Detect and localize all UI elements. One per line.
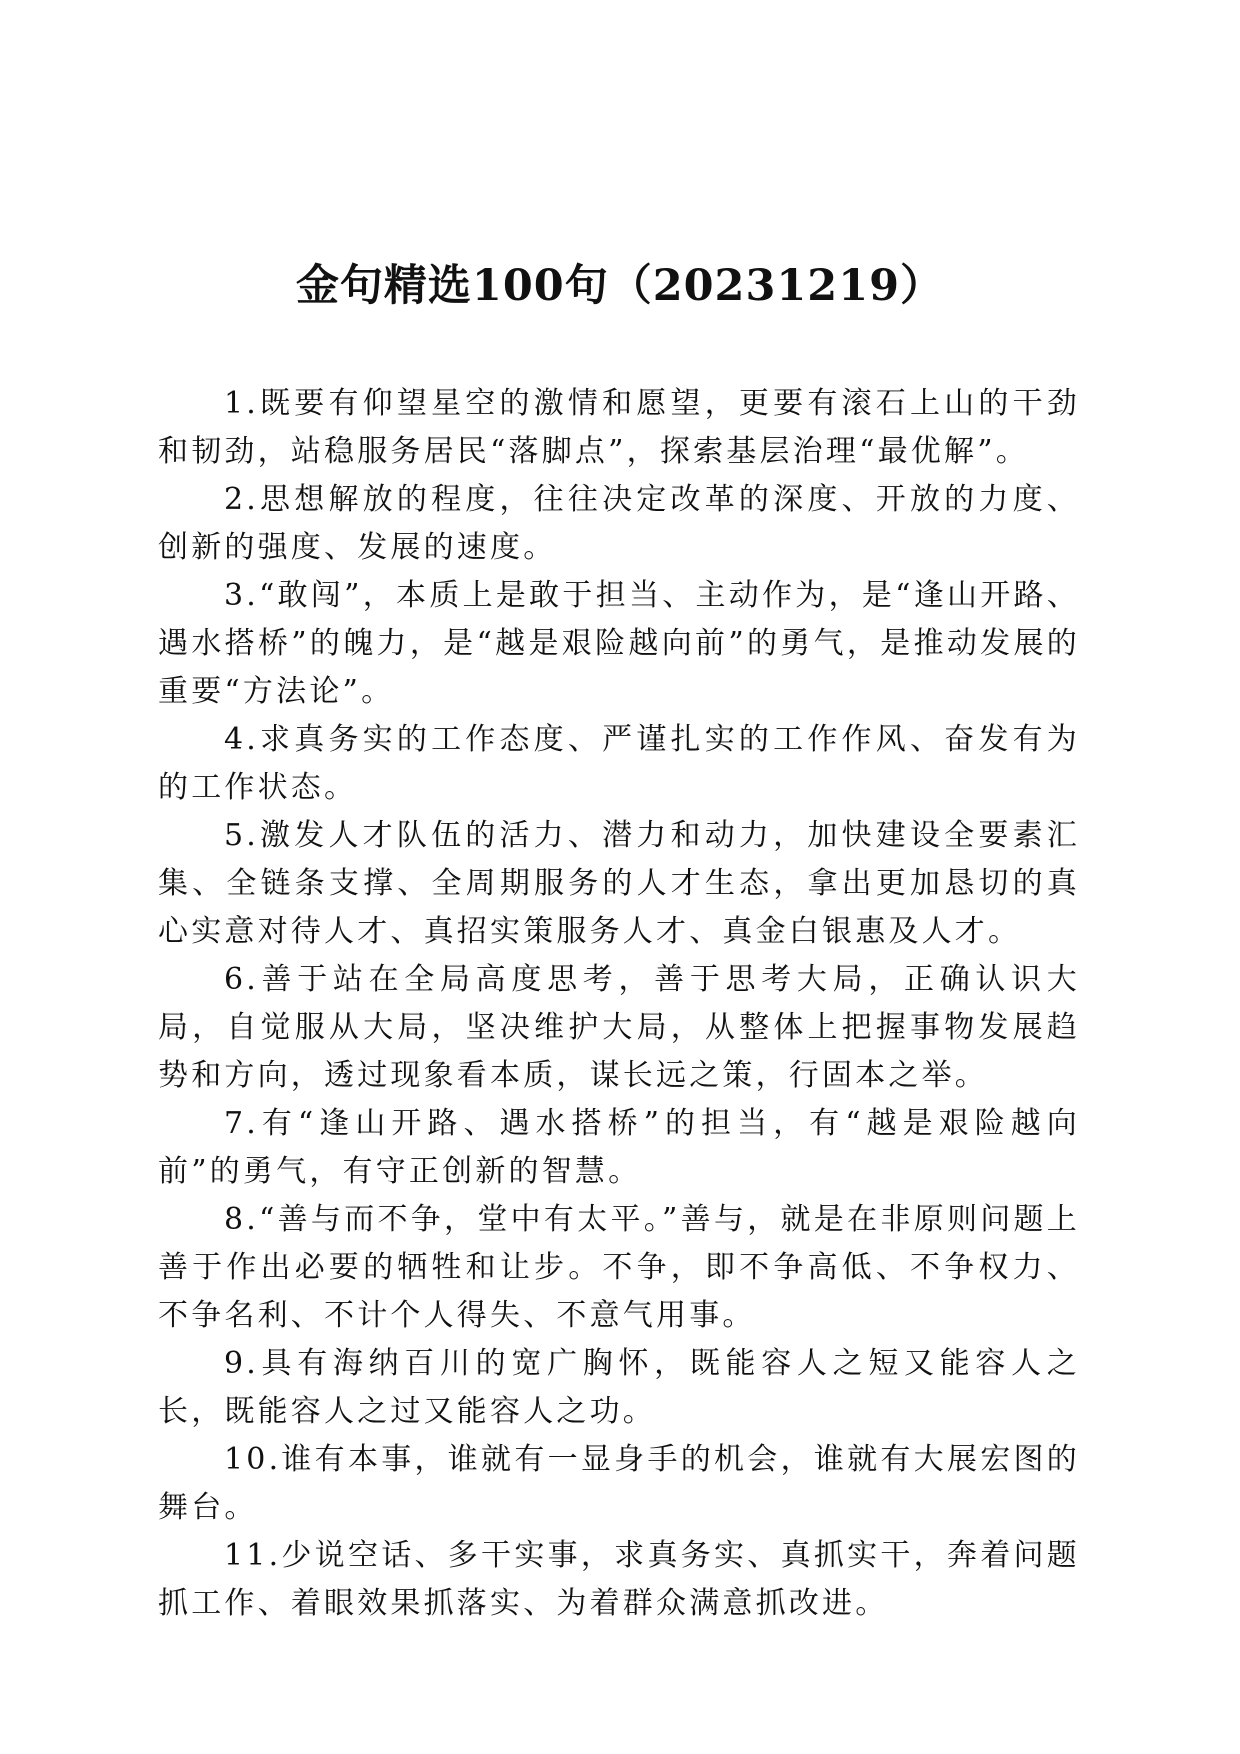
paragraph-5: 5.激发人才队伍的活力、潜力和动力，加快建设全要素汇集、全链条支撑、全周期服务的人才生态，拿出更加恳切的真心实意对待人才、真招实策服务人才、真金白银惠及人才。	[158, 818, 1080, 949]
paragraph-9: 9.具有海纳百川的宽广胸怀，既能容人之短又能容人之长，既能容人之过又能容人之功。	[158, 1346, 1080, 1429]
paragraph-1: 1.既要有仰望星空的激情和愿望，更要有滚石上山的干劲和韧劲，站稳服务居民“落脚点”，探索基层治理“最优解”。	[158, 386, 1080, 469]
page-title: 金句精选100句（20231219）	[295, 261, 945, 311]
paragraph-8: 8.“善与而不争，堂中有太平。”善与，就是在非原则问题上善于作出必要的牺牲和让步。不争，即不争高低、不争权力、不争名利、不计个人得失、不意气用事。	[158, 1202, 1080, 1333]
paragraph-6: 6.善于站在全局高度思考，善于思考大局，正确认识大局，自觉服从大局，坚决维护大局，从整体上把握事物发展趋势和方向，透过现象看本质，谋长远之策，行固本之举。	[158, 962, 1080, 1093]
document-body	[158, 380, 1080, 1628]
paragraph-2: 2.思想解放的程度，往往决定改革的深度、开放的力度、创新的强度、发展的速度。	[158, 482, 1080, 565]
paragraph-7: 7.有“逢山开路、遇水搭桥”的担当，有“越是艰险越向前”的勇气，有守正创新的智慧。	[158, 1106, 1080, 1189]
paragraph-10: 10.谁有本事，谁就有一显身手的机会，谁就有大展宏图的舞台。	[158, 1442, 1080, 1525]
paragraph-3: 3.“敢闯”，本质上是敢于担当、主动作为，是“逢山开路、遇水搭桥”的魄力，是“越是艰险越向前”的勇气，是推动发展的重要“方法论”。	[158, 578, 1080, 709]
paragraph-11: 11.少说空话、多干实事，求真务实、真抓实干，奔着问题抓工作、着眼效果抓落实、为着群众满意抓改进。	[158, 1538, 1080, 1621]
paragraph-4: 4.求真务实的工作态度、严谨扎实的工作作风、奋发有为的工作状态。	[158, 722, 1080, 805]
